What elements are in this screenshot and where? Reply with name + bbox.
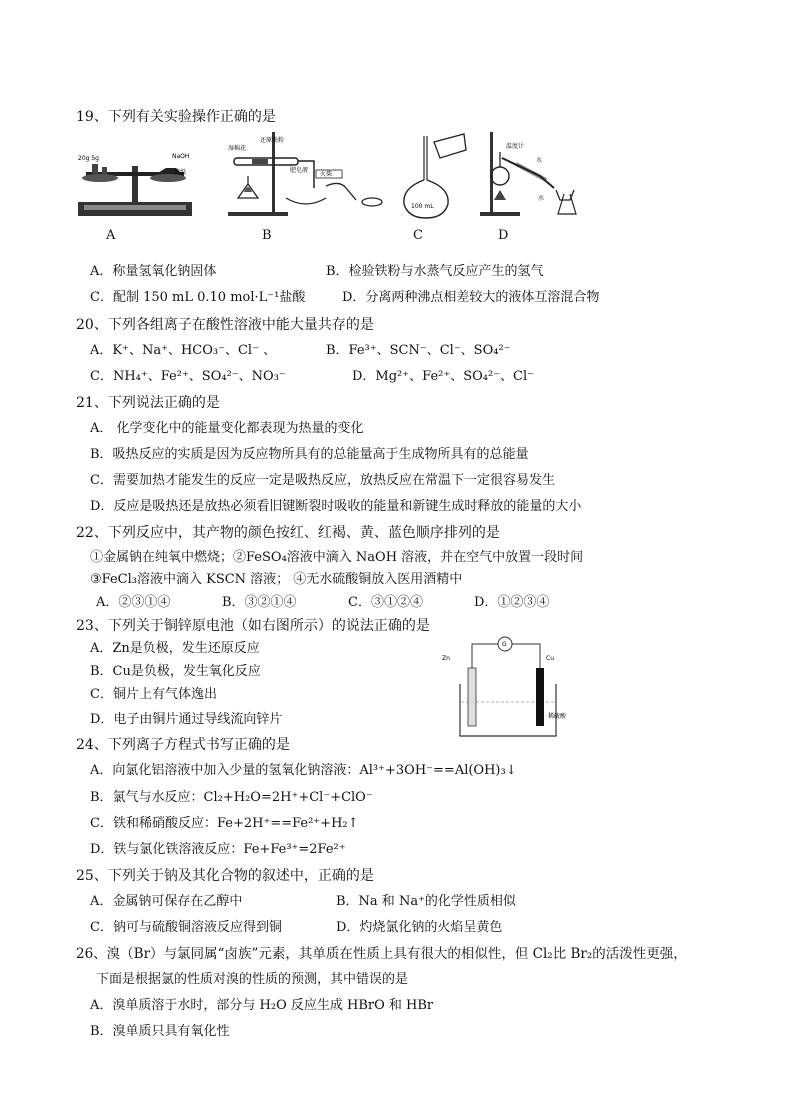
q22-reaction-line-2: ③FeCl₃溶液中滴入 KSCN 溶液； ④无水硫酸铜放入医用酒精中 xyxy=(90,572,463,587)
q24-option-a: A．向氯化铝溶液中加入少量的氢氧化钠溶液：Al³⁺+3OH⁻==Al(OH)₃↓ xyxy=(90,763,517,778)
q19-option-b: B．检验铁粉与水蒸气反应产生的氢气 xyxy=(326,264,544,279)
b-soap-label: 肥皂液 xyxy=(290,167,309,174)
a-paper-label: 滤纸 xyxy=(174,169,187,176)
b-cotton-label: 湿棉花 xyxy=(228,145,247,152)
q24-stem: 24、下列离子方程式书写正确的是 xyxy=(76,737,290,753)
q19-figure-b-iron-steam xyxy=(226,128,396,218)
acid-label: 稀硫酸 xyxy=(548,713,567,720)
q22-option-a: A．②③①④ xyxy=(96,595,171,610)
q19-option-d: D．分离两种沸点相差较大的液体互溶混合物 xyxy=(342,290,600,305)
q25-option-a: A．金属钠可保存在乙醇中 xyxy=(90,894,243,909)
q24-option-b: B．氯气与水反应：Cl₂+H₂O=2H⁺+Cl⁻+ClO⁻ xyxy=(90,790,373,805)
q20-stem: 20、下列各组离子在酸性溶液中能大量共存的是 xyxy=(76,317,374,333)
cu-label: Cu xyxy=(546,655,554,662)
q21-option-d: D．反应是吸热还是放热必须看旧键断裂时吸收的能量和新键生成时释放的能量的大小 xyxy=(90,499,582,514)
d-thermo-label: 温度计 xyxy=(506,143,525,150)
q24-option-d: D．铁与氯化铁溶液反应：Fe+Fe³⁺=2Fe²⁺ xyxy=(90,842,346,857)
q22-stem: 22、下列反应中，其产物的颜色按红、红褐、黄、蓝色顺序排列的是 xyxy=(76,525,500,541)
q23-option-a: A．Zn是负极，发生还原反应 xyxy=(90,641,260,656)
q26-stem-continued: 下面是根据氯的性质对溴的性质的预测，其中错误的是 xyxy=(96,972,409,987)
q19-option-c: C．配制 150 mL 0.10 mol·L⁻¹盐酸 xyxy=(90,290,306,305)
q19-option-a: A．称量氢氧化钠固体 xyxy=(90,264,217,279)
q19-figure-a-balance xyxy=(76,150,194,218)
d-water-in-label: 水 xyxy=(536,157,543,164)
a-naoh-label: NaOH xyxy=(172,153,190,160)
q26-option-b: B．溴单质只具有氧化性 xyxy=(90,1024,230,1039)
q20-option-b: B．Fe³⁺、SCN⁻、Cl⁻、SO₄²⁻ xyxy=(326,343,511,358)
q19-figure-d-distillation xyxy=(476,128,588,218)
q23-option-b: B．Cu是负极，发生氧化反应 xyxy=(90,664,261,679)
q25-option-b: B．Na 和 Na⁺的化学性质相似 xyxy=(336,894,516,909)
q20-option-c: C．NH₄⁺、Fe²⁺、SO₄²⁻、NO₃⁻ xyxy=(90,369,286,384)
fig-label-c: C xyxy=(413,228,423,243)
q22-option-d: D．①②③④ xyxy=(474,595,550,610)
fig-label-d: D xyxy=(498,228,509,243)
q26-option-a: A．溴单质溶于水时，部分与 H₂O 反应生成 HBrO 和 HBr xyxy=(90,998,434,1013)
q21-option-c: C．需要加热才能发生的反应一定是吸热反应，放热反应在常温下一定很容易发生 xyxy=(90,473,555,488)
q21-option-a: A． 化学变化中的能量变化都表现为热量的变化 xyxy=(90,421,364,436)
a-weight-label: 20g 5g xyxy=(78,155,99,162)
q22-option-b: B．③②①④ xyxy=(222,595,297,610)
q21-stem: 21、下列说法正确的是 xyxy=(76,395,220,411)
q25-option-c: C．钠可与硫酸铜溶液反应得到铜 xyxy=(90,920,282,935)
c-flask-label: 100 mL xyxy=(411,203,434,210)
fig-label-a: A xyxy=(106,228,116,243)
q25-option-d: D．灼烧氯化钠的火焰呈黄色 xyxy=(336,920,503,935)
q24-option-c: C．铁和稀硝酸反应：Fe+2H⁺==Fe²⁺+H₂↑ xyxy=(90,816,359,831)
b-iron-label: 还原铁粉 xyxy=(260,137,285,144)
q26-stem: 26、溴（Br）与氯同属“卤族”元素，其单质在性质上具有很大的相似性，但 Cl₂比 Br₂的活泼性更强， xyxy=(76,946,687,962)
q23-stem: 23、下列关于铜锌原电池（如右图所示）的说法正确的是 xyxy=(76,618,430,634)
q19-figure-c-volumetric-flask xyxy=(394,128,470,220)
fig-label-b: B xyxy=(262,228,272,243)
q25-stem: 25、下列关于钠及其化合物的叙述中，正确的是 xyxy=(76,868,374,884)
d-water-out-label: 水 xyxy=(538,195,545,202)
q21-option-b: B．吸热反应的实质是因为反应物所具有的总能量高于生成物所具有的总能量 xyxy=(90,447,529,462)
q23-option-c: C．铜片上有气体逸出 xyxy=(90,687,217,702)
zn-label: Zn xyxy=(442,655,450,662)
q20-option-a: A．K⁺、Na⁺、HCO₃⁻、Cl⁻ 、 xyxy=(90,343,277,358)
q22-reaction-line-1: ①金属钠在纯氧中燃烧；②FeSO₄溶液中滴入 NaOH 溶液，并在空气中放置一段时间 xyxy=(90,550,584,565)
q19-stem: 19、下列有关实验操作正确的是 xyxy=(76,109,276,125)
b-match-label: 火柴 xyxy=(320,171,333,178)
q20-option-d: D．Mg²⁺、Fe²⁺、SO₄²⁻、Cl⁻ xyxy=(352,369,535,384)
q22-option-c: C．③①②④ xyxy=(348,595,423,610)
q23-option-d: D．电子由铜片通过导线流向锌片 xyxy=(90,712,283,727)
g-meter-label: G xyxy=(502,641,507,648)
q23-figure-galvanic-cell xyxy=(438,632,578,742)
